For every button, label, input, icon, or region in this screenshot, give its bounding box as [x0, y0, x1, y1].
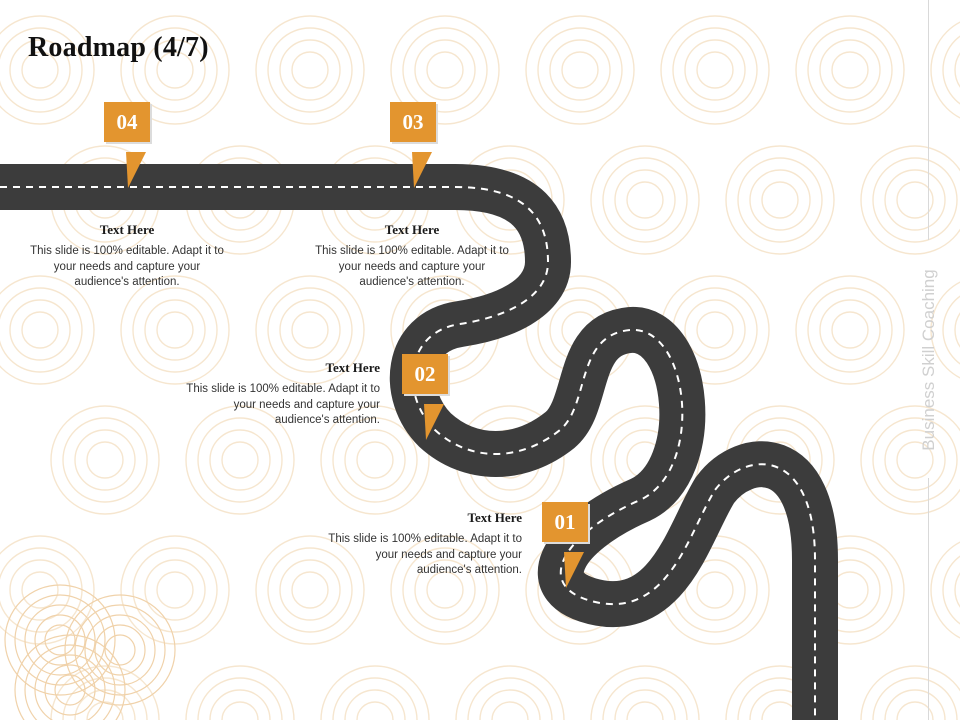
milestone-01-heading: Text Here	[467, 510, 522, 525]
milestone-04-heading: Text Here	[99, 222, 155, 237]
milestone-01-text	[322, 510, 522, 579]
milestone-03-body: This slide is 100% editable. Adapt it to your needs and capture your audience's attention.	[315, 245, 509, 288]
milestone-01-number: 01	[554, 510, 576, 534]
milestone-03-heading: Text Here	[384, 222, 440, 237]
milestone-02-text	[180, 360, 380, 429]
milestone-04-marker	[104, 98, 154, 188]
milestone-01-body: This slide is 100% editable. Adapt it to your needs and capture your audience's attention.	[328, 533, 522, 576]
milestone-04-text	[27, 222, 227, 291]
milestone-03-text	[312, 222, 512, 291]
milestone-02-marker	[402, 350, 452, 440]
milestone-02-heading: Text Here	[325, 360, 380, 375]
milestone-04-body: This slide is 100% editable. Adapt it to your needs and capture your audience's attention.	[30, 245, 224, 288]
milestone-03-number: 03	[402, 110, 424, 134]
milestone-02-number: 02	[414, 362, 436, 386]
milestone-02-body: This slide is 100% editable. Adapt it to your needs and capture your audience's attention.	[186, 383, 380, 426]
milestone-04-number: 04	[116, 110, 138, 134]
milestone-01-marker	[542, 498, 592, 588]
side-divider-bottom	[928, 478, 929, 720]
side-divider-top	[928, 0, 929, 240]
milestone-03-marker	[390, 98, 440, 188]
page-title: Roadmap (4/7)	[28, 32, 209, 63]
side-label: Business Skill Coaching	[919, 269, 938, 451]
